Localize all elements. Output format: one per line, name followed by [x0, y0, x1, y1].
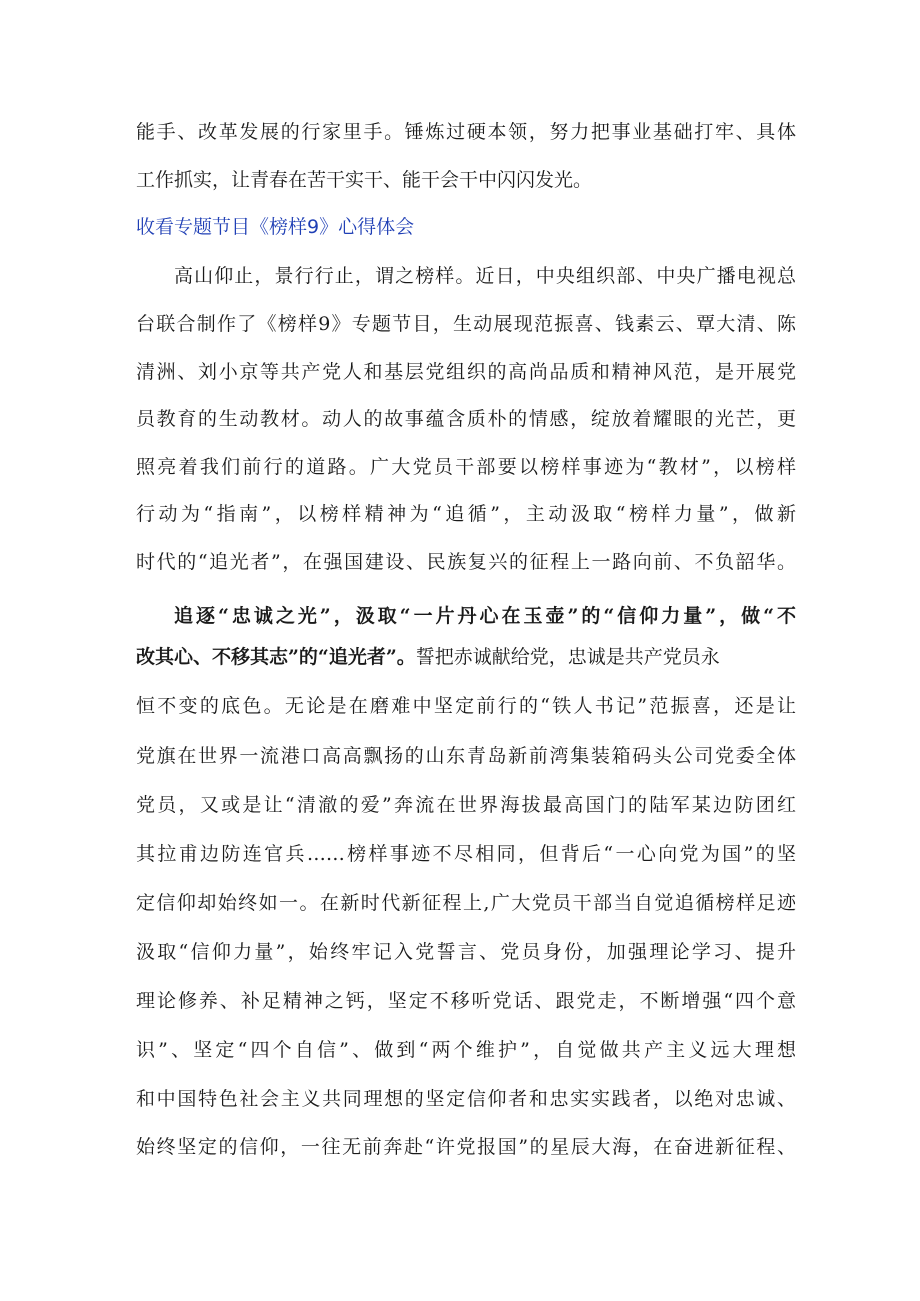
paragraph-line: 能手、改革发展的行家里手。锤炼过硬本领，努力把事业基础打牢、具体 [136, 121, 796, 143]
paragraph-line: 识”、坚定“四个自信”、做到“两个维护”，自觉做共产主义远大理想 [136, 1039, 796, 1061]
paragraph-line: 定信仰却始终如一。在新时代新征程上,广大党员干部当自觉追循榜样足迹 [136, 892, 796, 914]
bold-heading-line: 追逐“忠诚之光”，汲取“一片丹心在玉壶”的“信仰力量”，做“不 [174, 605, 796, 627]
section-heading: 收看专题节目《榜样9》心得体会 [136, 216, 415, 238]
paragraph-line: 党员，又或是让“清澈的爱”奔流在世界海拔最高国门的陆军某边防团红 [136, 794, 796, 816]
paragraph-line: 照亮着我们前行的道路。广大党员干部要以榜样事迹为“教材”，以榜样 [136, 456, 796, 478]
paragraph-line: 汲取“信仰力量”，始终牢记入党誓言、党员身份，加强理论学习、提升 [136, 941, 796, 963]
mixed-line [136, 635, 796, 679]
paragraph-line: 党旗在世界一流港口高高飘扬的山东青岛新前湾集装箱码头公司党委全体 [136, 745, 796, 767]
paragraph-line: 台联合制作了《榜样9》专题节目，生动展现范振喜、钱素云、覃大清、陈 [136, 313, 796, 335]
bold-heading-tail: 改其心、不移其志”的“追光者”。 [136, 646, 416, 668]
paragraph-line: 其拉甫边防连官兵……榜样事迹不尽相同，但背后“一心向党为国”的坚 [136, 843, 796, 865]
paragraph-line: 工作抓实，让青春在苦干实干、能干会干中闪闪发光。 [136, 169, 593, 191]
paragraph-line: 高山仰止，景行行止，谓之榜样。近日，中央组织部、中央广播电视总 [174, 265, 796, 287]
paragraph-line: 恒不变的底色。无论是在磨难中坚定前行的“铁人书记”范振喜，还是让 [136, 695, 796, 717]
paragraph-text: 誓把赤诚献给党，忠诚是共产党员永 [415, 646, 720, 668]
paragraph-line: 员教育的生动教材。动人的故事蕴含质朴的情感，绽放着耀眼的光芒，更 [136, 408, 796, 430]
paragraph-line: 理论修养、补足精神之钙，坚定不移听党话、跟党走，不断增强“四个意 [136, 990, 796, 1012]
paragraph-line: 行动为“指南”，以榜样精神为“追循”，主动汲取“榜样力量”，做新 [136, 503, 796, 525]
paragraph-line: 和中国特色社会主义共同理想的坚定信仰者和忠实实践者，以绝对忠诚、 [136, 1088, 796, 1110]
paragraph-line: 始终坚定的信仰，一往无前奔赴“许党报国”的星辰大海，在奋进新征程、 [136, 1136, 796, 1158]
paragraph-line: 清洲、刘小京等共产党人和基层党组织的高尚品质和精神风范，是开展党 [136, 361, 796, 383]
paragraph-line: 时代的“追光者”，在强国建设、民族复兴的征程上一路向前、不负韶华。 [136, 551, 796, 573]
